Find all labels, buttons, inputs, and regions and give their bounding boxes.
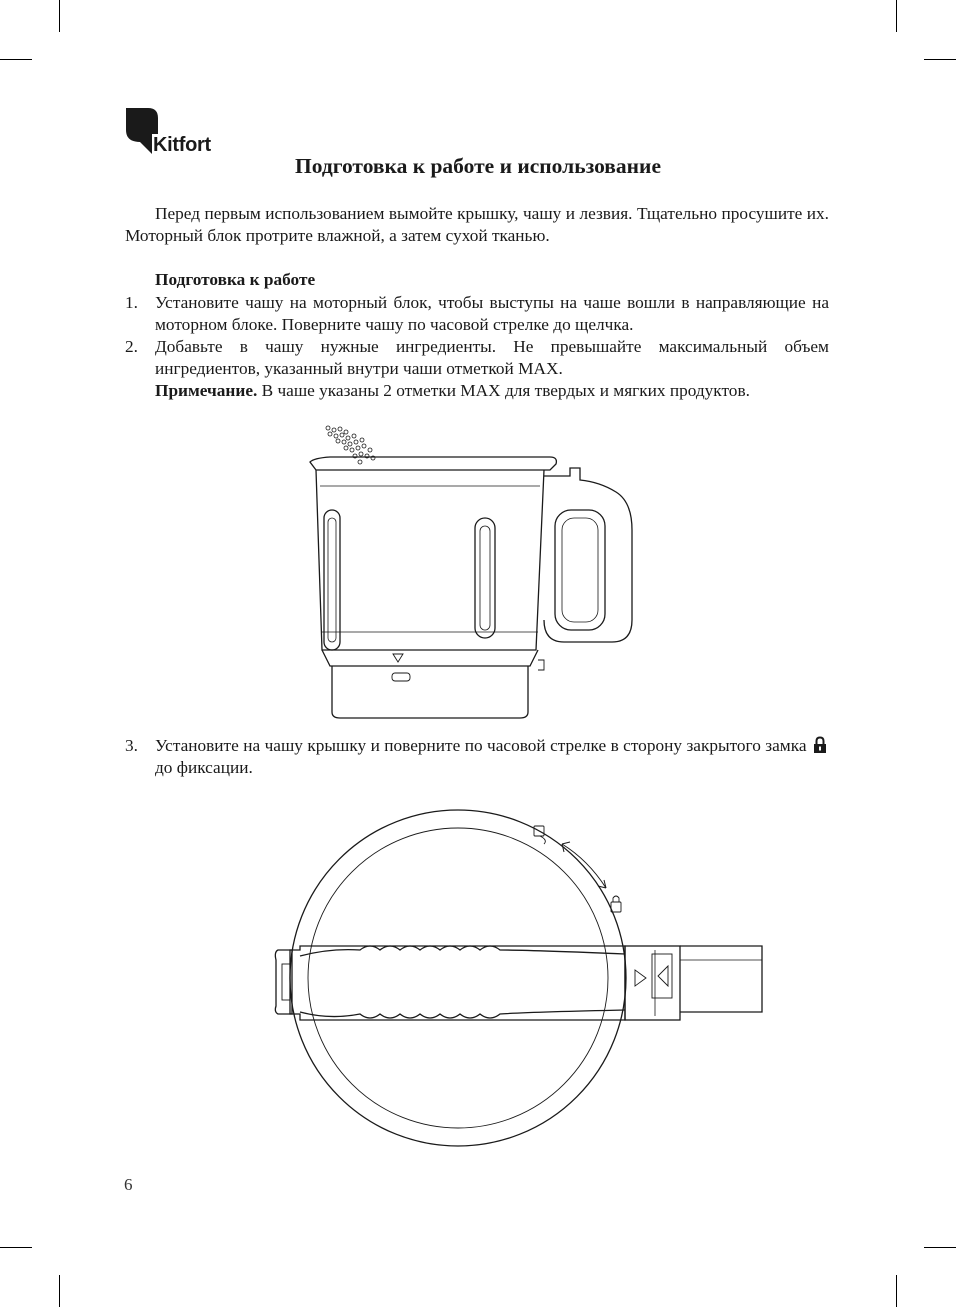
intro-paragraph: Перед первым использованием вымойте крышку, чашу и лезвия. Тщательно просушите их. Моторный блок протрите влажной, а затем сухой тканью. xyxy=(125,204,829,245)
crop-mark xyxy=(924,59,956,60)
crop-mark xyxy=(59,1275,60,1307)
list-item xyxy=(125,735,829,779)
step-text: Добавьте в чашу нужные ингредиенты. Не превышайте максимальный объем ингредиентов, указанный внутри чаши отметкой MAX. xyxy=(155,337,829,378)
lock-closed-icon xyxy=(611,896,621,912)
crop-mark xyxy=(896,1275,897,1307)
crop-mark xyxy=(896,0,897,32)
step-number: 3. xyxy=(125,736,138,755)
crop-mark xyxy=(59,0,60,32)
ingredients-icon xyxy=(326,426,375,464)
crop-mark xyxy=(924,1247,956,1248)
step-number: 1. xyxy=(125,293,138,312)
page-title: Подготовка к работе и использование xyxy=(295,154,661,178)
lid-illustration xyxy=(270,800,770,1162)
brand-name: Kitfort xyxy=(153,134,211,156)
section-heading: Подготовка к работе xyxy=(155,270,316,289)
steps-list xyxy=(125,292,829,402)
step-number: 2. xyxy=(125,337,138,356)
crop-mark xyxy=(0,59,32,60)
crop-mark xyxy=(0,1247,32,1248)
list-item xyxy=(125,336,829,402)
step-text: Установите чашу на моторный блок, чтобы выступы на чаше вошли в направляющие на моторном блоке. Поверните чашу по часовой стрелке до щелчка. xyxy=(155,293,829,334)
step-text: Установите на чашу крышку и поверните по часовой стрелке в сторону закрытого замка xyxy=(155,736,811,755)
note-text: В чаше указаны 2 отметки MAX для твердых и мягких продуктов. xyxy=(257,381,750,400)
list-item xyxy=(125,292,829,336)
page-number: 6 xyxy=(124,1175,133,1194)
rotation-arrow-icon xyxy=(562,842,606,888)
note-label: Примечание. xyxy=(155,381,258,400)
steps-list-continued xyxy=(125,735,829,779)
bowl-illustration xyxy=(300,420,645,720)
step-text-end: до фиксации. xyxy=(155,758,253,777)
lock-closed-icon xyxy=(813,736,827,754)
